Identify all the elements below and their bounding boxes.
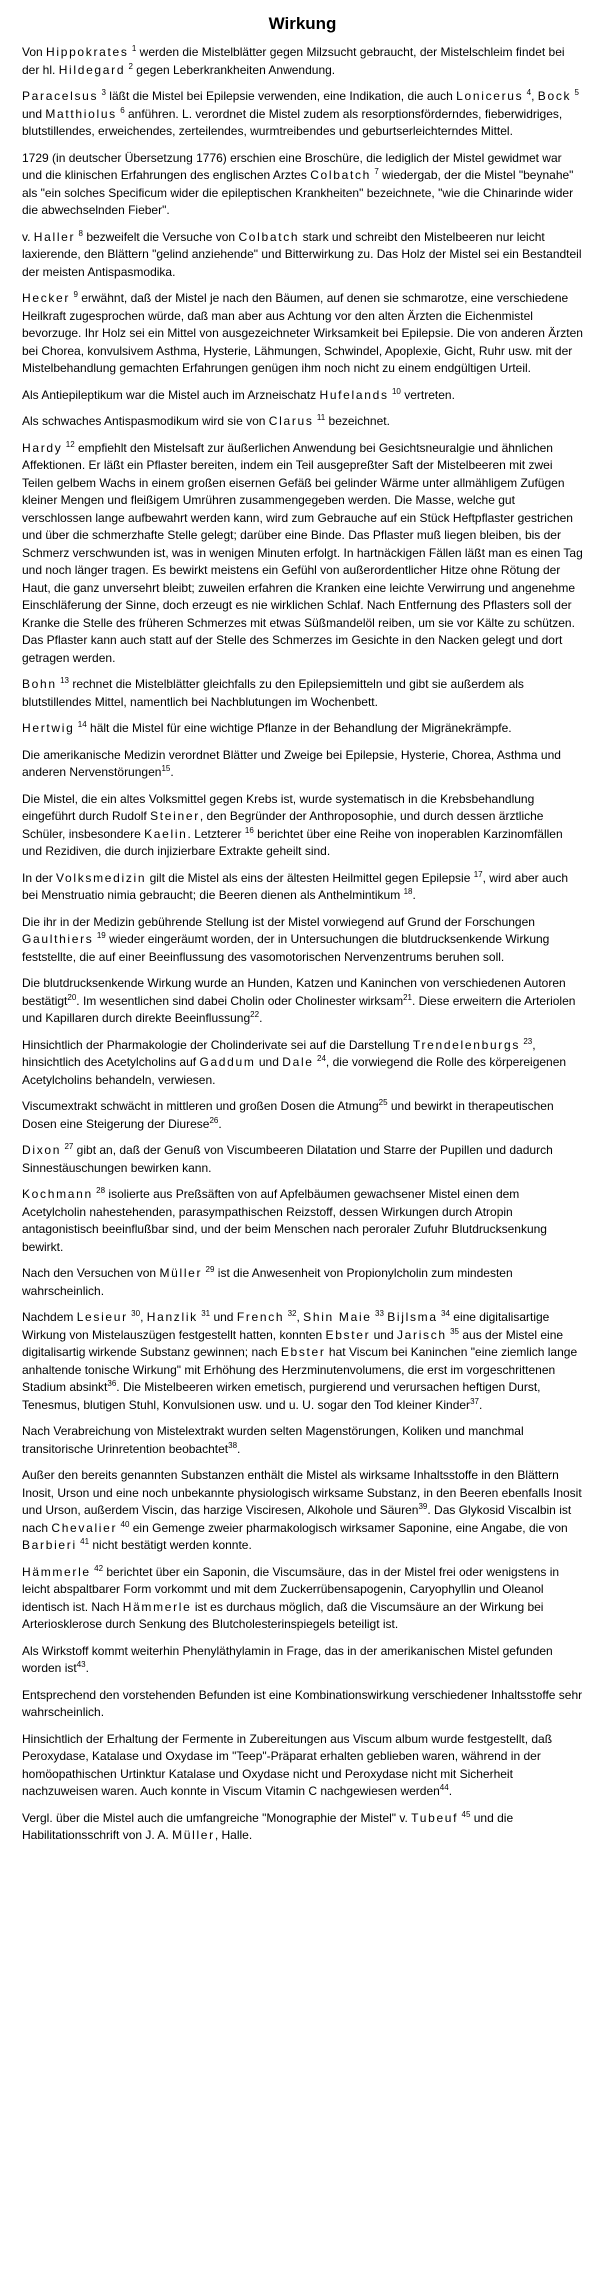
person-name: Barbieri [22,1538,77,1552]
footnote-ref: 34 [441,1309,450,1318]
person-name: Hanzlik [146,1310,198,1324]
person-name: Steiner [150,809,200,823]
text-run: . [412,888,416,902]
text-run: rechnet die Mistelblätter gleichfalls zu den Epilepsiemitteln und gibt sie außerdem als blutstillendes Mittel, namentlich bei Nachblutungen im Wochenbett. [22,677,524,709]
footnote-ref: 38 [228,1440,238,1450]
text-run: Die blutdrucksenkende Wirkung wurde an Hunden, Katzen und Kaninchen von verschiedenen Autoren bestätigt [22,976,566,1008]
paragraph [22,1687,583,1722]
text-run: . Letzterer [187,826,245,841]
person-name: Lesieur [76,1310,128,1324]
person-name: Hippokrates [46,45,129,59]
footnote-ref: 8 [78,228,83,238]
person-name: Kaelin [144,826,188,841]
text-run: wieder eingeräumt worden, der in Untersuchungen die blutdrucksenkende Wirkung feststellte, die auf einer Beeinflussung des vasomotorischen Nervenzentrums beruhen soll. [22,932,550,964]
footnote-ref: 44 [439,1783,449,1792]
text-run: isolierte aus Preßsäften von auf Apfelbäumen gewachsener Mistel einen dem Acetylcholin nahestehenden, parasympathischen Reizstoff, dessen Wirkungen durch Atropin antagonistisch beeinflußbar sind, und der beim Menschen nach peroraler Zufuhr Blutdrucksenkung bewirkt. [22,1187,547,1254]
person-name: Gaulthiers [22,932,94,946]
person-name: Hardy [22,440,63,455]
text-run: , [531,89,538,103]
footnote-ref: 14 [77,720,87,729]
footnote-ref: 6 [120,105,125,115]
footnote-ref: 37 [470,1396,479,1406]
paragraph [22,413,583,431]
text-run: ist es durchaus möglich, daß die Viscumsäure an der Wirkung bei Arteriosklerose durch Senkung des Blutcholesterinspiegels beteiligt ist. [22,1599,544,1631]
footnote-ref: 7 [374,167,379,176]
person-name: Dale [282,1055,314,1069]
footnote-ref: 39 [418,1502,428,1511]
text-run: Hinsichtlich der Erhaltung der Fermente in Zubereitungen aus Viscum album wurde festgestellt, daß Peroxydase, Katalase und Oxydase im "Teep"-Präparat erhalten geblieben waren, während in der homöopathischen Urtinktur Katalase und Oxydase nicht und Peroxydase nicht mit Sicherheit nachzuweisen waren. Auch konnte in Viscum Vitamin C nachgewiesen werden [22,1731,553,1798]
text-run: . [448,1784,453,1798]
person-name: Shin Maie [303,1310,372,1324]
person-name: Bijlsma [387,1310,438,1324]
paragraph [22,791,583,861]
text-run: Nachdem [22,1310,77,1324]
text-run: , [296,1310,304,1324]
footnote-ref: 19 [96,931,106,940]
paragraph [22,1643,583,1678]
footnote-ref: 28 [96,1186,106,1195]
footnote-ref: 20 [67,992,77,1002]
person-name: Hildegard [58,62,126,77]
text-run: , wird aber auch bei Menstruatio nimia gebraucht; die Beeren dienen als Anthelmintikum [22,870,569,902]
paragraph [22,88,583,141]
text-run: gibt an, daß der Genuß von Viscumbeeren Dilatation und Starre der Pupillen und dadurch Sinnestäuschungen bewirken kann. [22,1143,553,1175]
paragraph [22,1265,583,1300]
person-name: Colbatch [238,229,300,244]
text-run: . [218,1116,222,1131]
paragraph [22,290,583,378]
paragraph [22,914,583,967]
text-run: Als schwaches Antispasmodikum wird sie von [22,414,269,428]
footnote-ref: 16 [244,825,254,835]
text-run: und [22,106,46,121]
footnote-ref: 5 [574,88,579,97]
paragraph [22,1423,583,1458]
footnote-ref: 45 [461,1809,471,1819]
paragraph [22,1564,583,1634]
paragraph [22,747,583,782]
person-name: Colbatch [310,168,371,182]
person-name: Jarisch [396,1327,447,1342]
text-run: Nach Verabreichung von Mistelextrakt wurden selten Magenstörungen, Koliken und manchmal transitorische Urinretention beobachtet [22,1424,524,1456]
person-name: Gaddum [199,1055,256,1069]
text-run: werden die Mistelblätter gegen Milzsucht gebraucht, der Mistelschleim findet bei der hl. [22,45,565,77]
person-name: Dixon [22,1143,62,1157]
document-body [22,44,583,1845]
text-run: Entsprechend den vorstehenden Befunden ist eine Kombinationswirkung verschiedener Inhaltsstoffe sehr wahrscheinlich. [22,1687,583,1719]
footnote-ref: 35 [450,1326,460,1336]
text-run: . Diese erweitern die Arteriolen und Kapillaren durch direkte Beeinflussung [22,993,576,1025]
person-name: Paracelsus [22,89,99,103]
paragraph [22,44,583,79]
text-run: . [170,765,174,779]
text-run: Die Mistel, die ein altes Volksmittel gegen Krebs ist, wurde systematisch in die Krebsbehandlung eingeführt durch Rudolf [22,791,535,823]
text-run: und [210,1310,237,1324]
text-run: , Halle. [214,1828,253,1842]
footnote-ref: 13 [60,676,69,685]
footnote-ref: 15 [161,764,171,773]
footnote-ref: 12 [65,439,75,449]
paragraph [22,1142,583,1177]
person-name: Ebster [280,1345,326,1359]
text-run: . Die Mistelbeeren wirken emetisch, purgierend und verursachen heftigen Durst, Tenesmus, blutigen Stuhl, Konvulsionen usw. und u. U. sogar den Tod kleiner Kinder [22,1380,541,1412]
text-run: und [370,1327,397,1342]
text-run: ist die Anwesenheit von Propionylcholin zum mindesten wahrscheinlich. [22,1266,513,1298]
footnote-ref: 25 [378,1098,388,1107]
text-run: anführen. L. verordnet die Mistel zudem als resorptionsförderndes, fieberwidriges, blutstillendes, erweichendes, zerteilendes, wurmtreibendes und geburtserleichterndes Mittel. [22,106,563,138]
footnote-ref: 29 [205,1265,215,1274]
footnote-ref: 22 [250,1010,260,1019]
text-run: Als Antiepileptikum war die Mistel auch im Arzneischatz [22,387,320,402]
person-name: Volksmedizin [56,870,147,885]
paragraph [22,1810,583,1845]
paragraph [22,1309,583,1414]
footnote-ref: 3 [101,88,106,97]
text-run: und bewirkt in therapeutischen Dosen eine Steigerung der Diurese [22,1099,554,1131]
person-name: Hecker [22,291,71,305]
paragraph [22,440,583,668]
text-run: . [85,1661,89,1675]
text-run: Als Wirkstoff kommt weiterhin Phenyläthylamin in Frage, das in der amerikanischen Mistel gefunden worden ist [22,1643,553,1675]
footnote-ref: 32 [287,1309,297,1318]
text-run: , hinsichtlich des Acetylcholins auf [22,1037,536,1069]
text-run: bezweifelt die Versuche von [83,229,239,244]
text-run: , [140,1310,147,1324]
paragraph [22,1037,583,1090]
text-run: 1729 (in deutscher Übersetzung 1776) erschien eine Broschüre, die lediglich der Mistel gewidmet war und die klinischen Erfahrungen des englischen Arztes [22,150,562,182]
person-name: Matthiolus [45,106,117,121]
footnote-ref: 36 [107,1379,117,1388]
footnote-ref: 2 [128,61,133,71]
footnote-ref: 27 [64,1142,74,1151]
text-run: . Das Glykosid Viscalbin ist nach [22,1503,572,1535]
footnote-ref: 24 [317,1054,326,1063]
text-run: stark und schreibt den Mistelbeeren nur leicht laxierende, den Blättern "gelind anziehende" und Bitterwirkung zu. Das Holz der Mistel sei ein Bestandteil der meisten Antispasmodika. [22,229,582,279]
paragraph [22,720,583,738]
paragraph [22,150,583,220]
text-run: . [478,1397,483,1412]
text-run: nicht bestätigt werden konnte. [89,1538,252,1552]
footnote-ref: 4 [526,88,532,97]
text-run: und [255,1055,283,1069]
person-name: Bock [537,89,572,103]
text-run: . Im wesentlichen sind dabei Cholin oder Cholinester wirksam [76,993,404,1008]
text-run: berichtet über ein Saponin, die Viscumsäure, das in der Mistel frei oder wenigstens in leicht abspaltbarer Form vorkommt und mit dem Zuckerrübensapogenin, Caryophyllin und Oleanol identisch ist. Nach [22,1564,560,1614]
text-run: Außer den bereits genannten Substanzen enthält die Mistel als wirksame Inhaltsstoffe in den Blättern Inosit, Urson und eine noch unbekannte physiologisch wirksame Substanz, in den Beeren ebenfalls Inosit und Urson, außerdem Viscin, das harzige Visciresen, Alkohole und Säuren [22,1468,582,1517]
text-run: hat Viscum bei Kaninchen "eine ziemlich lange anhaltende tonische Wirkung" mit Erhöhung des Herzminutenvolumens, die erst im vorgeschrittenen Stadium absinkt [22,1345,578,1394]
footnote-ref: 11 [316,413,326,422]
text-run: eine digitalisartige Wirkung von Mistelauszügen festgestellt hatten, konnten [22,1310,550,1342]
person-name: Lonicerus [456,89,524,103]
text-run: , den Begründer der Anthroposophie, und durch dessen ärztliche Schüler, insbesondere [22,809,544,841]
footnote-ref: 18 [403,887,413,896]
footnote-ref: 26 [209,1115,219,1125]
text-run: Nach den Versuchen von [22,1266,160,1280]
footnote-ref: 33 [375,1309,384,1318]
footnote-ref: 40 [120,1519,130,1529]
footnote-ref: 41 [80,1537,90,1546]
person-name: Ebster [325,1327,371,1342]
paragraph [22,975,583,1028]
paragraph [22,387,583,405]
text-run: hält die Mistel für eine wichtige Pflanze in der Behandlung der Migränekrämpfe. [86,721,512,735]
paragraph [22,870,583,905]
text-run: wiedergab, der die Mistel "beynahe" als "ein solches Specificum wider die epileptischen Krankheiten" bezeichnete, "wie die Chinarinde wider die abwechselnden Fieber". [22,168,574,217]
text-run: v. [22,229,34,244]
person-name: Müller [172,1828,215,1842]
footnote-ref: 9 [73,290,78,299]
person-name: Bohn [22,677,57,691]
person-name: Hämmerle [122,1599,192,1614]
person-name: Clarus [268,414,314,428]
person-name: Trendelenburgs [412,1037,521,1052]
person-name: Tubeuf [411,1810,459,1825]
person-name: Chevalier [51,1520,118,1535]
text-run: ein Gemenge zweier pharmakologisch wirksamer Saponine, eine Angabe, die von [129,1520,568,1535]
paragraph [22,676,583,711]
text-run: gegen Leberkrankheiten Anwendung. [132,62,336,77]
text-run: . [259,1011,263,1025]
person-name: Hertwig [22,721,75,735]
footnote-ref: 31 [201,1309,211,1318]
text-run: und die Habilitationsschrift von J. A. [22,1810,514,1842]
text-run: Hinsichtlich der Pharmakologie der Cholinderivate sei auf die Darstellung [22,1037,413,1052]
text-run: läßt die Mistel bei Epilepsie verwenden, eine Indikation, die auch [105,89,457,103]
paragraph [22,1731,583,1801]
text-run: Viscumextrakt schwächt in mittleren und großen Dosen die Atmung [22,1099,379,1113]
person-name: French [236,1310,285,1324]
page-title: Wirkung [268,14,337,33]
footnote-ref: 42 [94,1563,104,1573]
footnote-ref: 17 [473,869,483,879]
paragraph [22,1186,583,1256]
text-run: aus der Mistel eine digitalisartig wirkende Substanz gewinnen; nach [22,1327,564,1359]
text-run: bezeichnet. [325,414,390,428]
footnote-ref: 1 [131,44,137,53]
paragraph [22,1467,583,1555]
text-run: erwähnt, daß der Mistel je nach den Bäumen, auf denen sie schmarotze, eine verschiedene Heilkraft zugesprochen würde, daß man aber aus Achtung vor den alten Ärzten die Eichenmistel bevorzuge. Ihr Holz sei ein Mittel von ausgezeichneter Wirksamkeit bei Epilepsie. Die von anderen Ärzten bei Chorea, konvulsivem Asthma, Hysterie, Lähmungen, Schwindel, Apoplexie, Gicht, Ruhr usw. mit der Mistelbehandlung gemachten Erfahrungen genügen ihm noch nicht zu einem endgültigen Urteil. [22,291,583,375]
footnote-ref: 43 [76,1660,86,1669]
text-run: Die ihr in der Medizin gebührende Stellung ist der Mistel vorwiegend auf Grund der Forschungen [22,914,535,929]
text-run: , die vorwiegend die Rolle des körpereigenen Acetylcholins behandeln, verwiesen. [22,1055,567,1087]
text-run: . [237,1441,241,1456]
text-run: Vergl. über die Mistel auch die umfangreiche "Monographie der Mistel" v. [22,1810,412,1825]
text-run: Die amerikanische Medizin verordnet Blätter und Zweige bei Epilepsie, Hysterie, Chorea, Asthma und anderen Nervenstörungen [22,747,561,779]
text-run: gilt die Mistel als eins der ältesten Heilmittel gegen Epilepsie [146,870,474,885]
footnote-ref: 30 [131,1309,141,1318]
paragraph [22,1098,583,1133]
text-run: empfiehlt den Mistelsaft zur äußerlichen Anwendung bei Gesichtsneuralgie und ähnlichen Affektionen. Er läßt ein Pflaster bereiten, indem ein Teil ausgepreßter Saft der Mistelbeeren mit zwei Teilen gelbem Wachs in einem großen eisernen Gefäß bei gelinder Wärme unter allmähligem Zufügen kleiner Mengen und fleißigem Umrühren zusammengegeben werden. Die Masse, welche gut verschlossen lange aufbewahrt werden kann, wird zum Gebrauche auf ein Stück Heftpflaster gestrichen und über die schmerzhafte Stelle gelegt; darüber eine Binde. Das Pflaster muß liegen bleiben, bis der Schmerz verschwunden ist, was in wenigen Minuten erfolgt. In hartnäckigen Fällen läßt man es einen Tag und noch länger tragen. Es bewirkt meistens ein Gefühl von außerordentlicher Hitze ohne Rötung der Haut, die ganz unversehrt bleibt; zuweilen erfahren die Kranken eine leichte Verwirrung und angenehme Einschläferung der Sinne, doch erzeugt es nie wirklichen Schlaf. Nach Entfernung des Pflasters soll der Kranke die Stelle des früheren Schmerzes mit etwas Süßmandelöl reiben, um sie vor Kälte zu schützen. Das Pflaster kann auch statt auf der Stelle des Schmerzes im Gesichte in den Nacken gelegt und dort getragen werden. [22,440,583,665]
footnote-ref: 23 [523,1036,533,1046]
person-name: Müller [159,1266,203,1280]
person-name: Hämmerle [22,1564,91,1579]
text-run: Von [22,45,47,59]
person-name: Kochmann [22,1187,93,1201]
footnote-ref: 10 [391,386,401,396]
person-name: Hufelands [319,387,389,402]
footnote-ref: 21 [403,992,413,1002]
text-run: berichtet über eine Reihe von inoperablen Karzinomfällen und Rezidiven, die durch injizierbare Extrakte geheilt sind. [22,826,563,858]
text-run: In der [22,870,57,885]
paragraph [22,229,583,282]
text-run: vertreten. [400,387,455,402]
person-name: Haller [33,229,76,244]
